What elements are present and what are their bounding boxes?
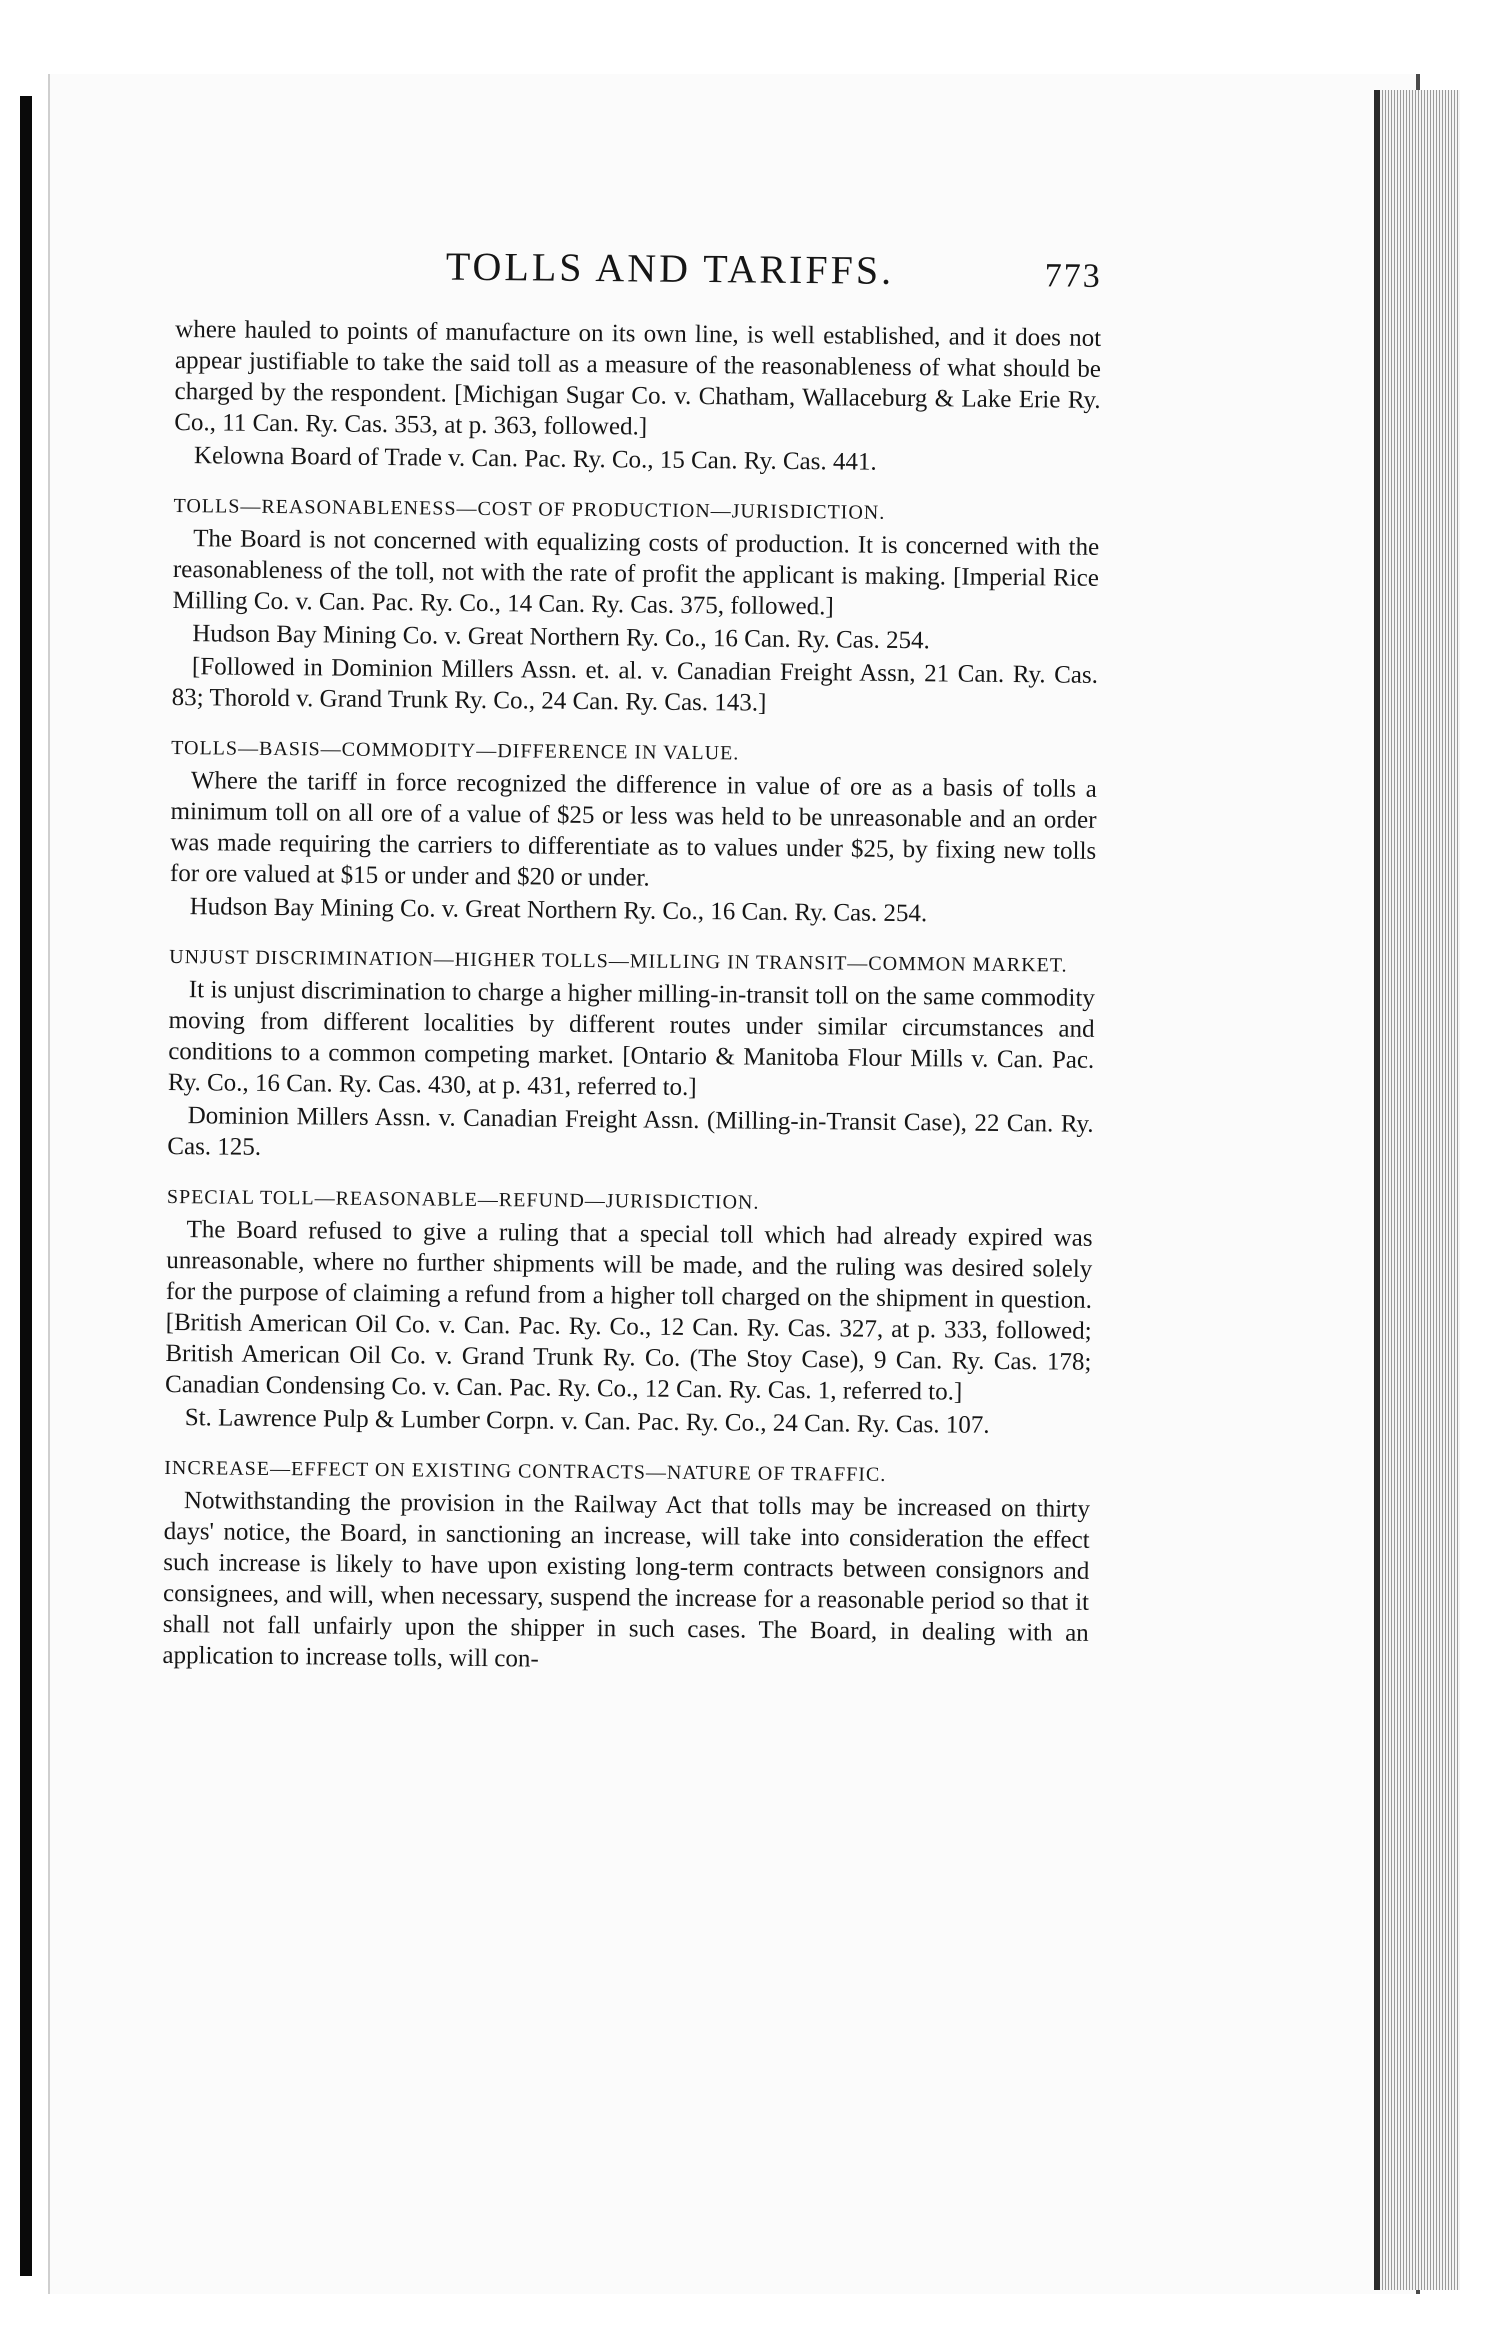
section-heading: UNJUST DISCRIMINATION—HIGHER TOLLS—MILLING IN TRANSIT—COMMON MARKET. [169, 945, 1068, 977]
section-heading: SPECIAL TOLL—REASONABLE—REFUND—JURISDICTION. [166, 1185, 760, 1214]
page-number: 773 [1044, 257, 1102, 295]
paragraph: Notwithstanding the provision in the Railway Act that tolls may be increased on thirty days' notice, the Board, in sanctioning an increase, will take into consideration the effect such increase is likely to have upon existing long-term contracts between consignors and consignees, and will, when necessary, suspend the increase for a reasonable period so that it shall not fall unfairly upon the shipper in such cases. The Board, in dealing with an application to increase tolls, will con- [162, 1487, 1091, 1673]
case-citation: Hudson Bay Mining Co. v. Great Northern Ry. Co., 16 Can. Ry. Cas. 254. [189, 893, 928, 928]
text-block: where hauled to points of manufacture on its own line, is well established, and it does not appear justifiable to take the said toll as a measure of the reasonableness of what should be charged by the respondent. [Michigan Sugar Co. v. Chatham, Wallaceburg & Lake Erie Ry. Co., 11 Can. Ry. Cas. 353, at p. 363, followed.] [174, 315, 1102, 441]
page-content [162, 243, 1102, 1680]
followed-note: [Followed in Dominion Millers Assn. et. al. v. Canadian Freight Assn, 21 Can. Ry. Cas. 83; Thorold v. Grand Trunk Ry. Co., 24 Can. Ry. Cas. 143.] [171, 653, 1099, 717]
case-citation: Dominion Millers Assn. v. Canadian Freight Assn. (Milling-in-Transit Case), 22 Can. Ry. Cas. 125. [167, 1102, 1094, 1161]
paragraph: The Board refused to give a ruling that a special toll which had already expired was unreasonable, where no further shipments will be made, and the ruling was desired solely for the purpose of claiming a refund from a higher toll charged on the shipment in question. [British American Oil Co. v. Can. Pac. Ry. Co., 12 Can. Ry. Cas. 327, at p. 333, followed; British American Oil Co. v. Grand Trunk Ry. Co. (The Stoy Case), 9 Can. Ry. Cas. 178; Canadian Condensing Co. v. Can. Pac. Ry. Co., 12 Can. Ry. Cas. 1, referred to.] [164, 1216, 1093, 1406]
paragraph: The Board is not concerned with equalizing costs of production. It is concerned with the reasonableness of the toll, not with the rate of profit the applicant is making. [Imperial Rice Milling Co. v. Can. Pac. Ry. Co., 14 Can. Ry. Cas. 375, followed.] [172, 525, 1100, 621]
paragraph: Where the tariff in force recognized the difference in value of ore as a basis of tolls a minimum toll on all ore of a value of $25 or less was held to be unreasonable and an order was made requiring the carriers to differentiate as to values under $25, by fixing new tolls for ore valued at $15 or under and $20 or under. [169, 767, 1097, 892]
section-heading: TOLLS—REASONABLENESS—COST OF PRODUCTION—JURISDICTION. [173, 494, 886, 524]
case-citation: Kelowna Board of Trade v. Can. Pac. Ry. Co., 15 Can. Ry. Cas. 441. [193, 442, 877, 476]
section-heading: INCREASE—EFFECT ON EXISTING CONTRACTS—NATURE OF TRAFFIC. [164, 1456, 887, 1486]
running-head [176, 243, 1102, 309]
case-citation: Hudson Bay Mining Co. v. Great Northern Ry. Co., 16 Can. Ry. Cas. 254. [192, 620, 930, 655]
section-heading: TOLLS—BASIS—COMMODITY—DIFFERENCE IN VALUE. [171, 736, 740, 765]
case-citation: St. Lawrence Pulp & Lumber Corpn. v. Can. Pac. Ry. Co., 24 Can. Ry. Cas. 107. [184, 1404, 990, 1439]
running-head-title: TOLLS AND TARIFFS. [445, 243, 895, 293]
paragraph: It is unjust discrimination to charge a higher milling-in-transit toll on the same commodity moving from different localities by different routes under similar circumstances and conditions to a common competing market. [Ontario & Manitoba Flour Mills v. Can. Pac. Ry. Co., 16 Can. Ry. Cas. 430, at p. 431, referred to.] [167, 976, 1095, 1102]
page-stack-edge [1374, 90, 1460, 2290]
facing-page-edge [20, 96, 32, 2276]
